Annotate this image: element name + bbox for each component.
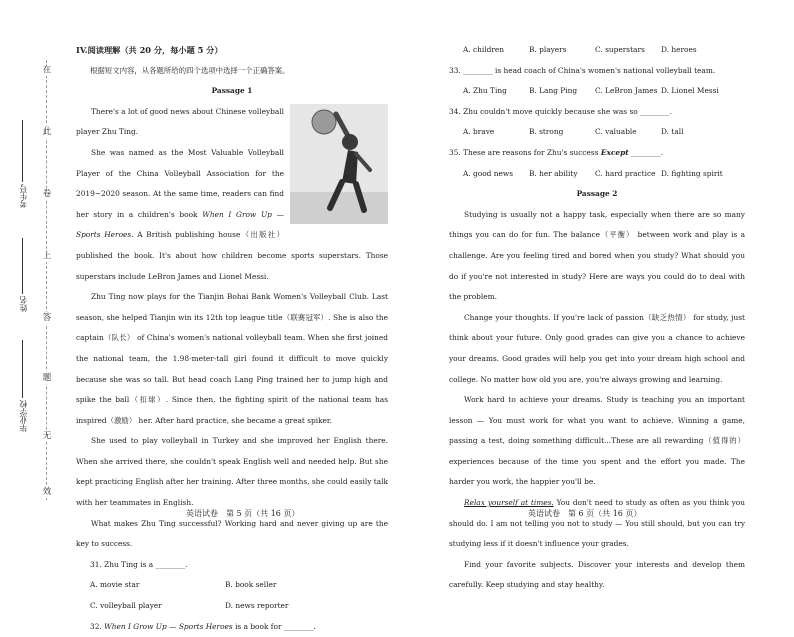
question-34: 34. Zhu couldn't move quickly because she was so ________. — [449, 106, 672, 116]
question-34-options — [449, 122, 745, 143]
option-c[interactable]: C. LeBron James — [595, 86, 658, 96]
margin-char: 卷 — [40, 188, 54, 200]
option-d[interactable]: D. tall — [661, 127, 684, 137]
question-31-options-2 — [76, 596, 388, 617]
margin-char: 在 — [40, 64, 54, 76]
option-b[interactable]: B. strong — [529, 127, 564, 137]
option-b[interactable]: B. her ability — [529, 168, 578, 178]
section-title: IV.阅读理解（共 20 分，每小题 5 分） — [76, 45, 223, 55]
margin-char: 此 — [40, 126, 54, 138]
question-32-options — [449, 40, 745, 61]
question-35: 35. These are reasons for Zhu's success Except ________. — [449, 147, 663, 157]
margin-char: 效 — [40, 486, 54, 498]
passage-2-paragraph-4: Relax yourself at times. You don't need to study as often as you think you should do. I am not telling you not to study — You still should, but you can try studying less if it doesn't influence your grades. — [449, 498, 745, 549]
option-a[interactable]: A. Zhu Ting — [463, 86, 507, 96]
right-page-footer: 英语试卷 第 6 页（共 16 页） — [528, 509, 642, 518]
school-line[interactable] — [22, 340, 23, 398]
option-d[interactable]: D. Lionel Messi — [661, 86, 719, 96]
margin-char: 上 — [40, 250, 54, 262]
passage-1-title: Passage 1 — [211, 86, 253, 96]
candidate-number-label: 考生号 — [19, 184, 28, 208]
option-b[interactable]: B. book seller — [225, 580, 277, 590]
option-c[interactable]: C. valuable — [595, 127, 637, 137]
margin-char: 答 — [40, 312, 54, 324]
option-d[interactable]: D. fighting spirit — [661, 168, 723, 178]
question-35-options — [449, 164, 745, 185]
left-page — [76, 40, 388, 637]
passage-1-paragraph-1: There's a lot of good news about Chinese volleyball player Zhu Ting. — [76, 106, 284, 137]
volleyball-player-photo — [290, 104, 388, 224]
option-d[interactable]: D. news reporter — [225, 601, 289, 611]
passage-2-paragraph-2: Change your thoughts. If you're lack of passion（缺乏热情） for study, just think about your future. Only good grades can give you a chance to achieve your dreams. Good grades will help you get into your dream high school and college. No matter how old you are, you're always growing and learning. — [449, 312, 745, 384]
option-a[interactable]: A. children — [463, 45, 505, 54]
passage-1-paragraph-2: She was named as the Most Valuable Volleyball Player of the China Volleyball Association for the 2019~2020 season. At the same time, readers can find her story in a children's book When I Grow Up — Sports Heroes. A British publishing house（出版社） published the book. It's about how children become sports superstars. Those superstars include LeBron James and Lionel Messi. — [76, 147, 388, 281]
question-33-options — [449, 81, 745, 102]
school-label: 毕业学校 — [19, 400, 28, 432]
book-title: When I Grow Up — Sports Heroes — [76, 209, 284, 240]
passage-2-paragraph-3: Work hard to achieve your dreams. Study is teaching you an important lesson — You must work for what you want to achieve. Winning a game, passing a test, doing something difficult...These are all rewarding（值得的） experiences because of the time you spent and the effort you made. The harder you work, the happier you'll be. — [449, 395, 745, 487]
passage-2-paragraph-1: Studying is usually not a happy task, especially when there are so many things you can do for fun. The balance（平衡） between work and play is a challenge. Are you feeling tired and bored when you study? What should you do if you're not interested in study? Here are ways you could do to deal with the problem. — [449, 209, 745, 302]
instruction: 根据短文内容，从各题所给的四个选项中选择一个正确答案。 — [90, 65, 290, 75]
question-31: 31. Zhu Ting is a ________. — [90, 559, 188, 569]
binding-margin — [0, 0, 72, 560]
passage-2-title: Passage 2 — [576, 189, 618, 199]
option-d[interactable]: D. heroes — [661, 45, 697, 54]
margin-char: 题 — [40, 372, 54, 384]
left-page-footer: 英语试卷 第 5 页（共 16 页） — [186, 509, 300, 518]
option-c[interactable]: C. volleyball player — [90, 601, 162, 611]
option-a[interactable]: A. brave — [463, 127, 495, 137]
option-a[interactable]: A. good news — [463, 168, 513, 178]
option-a[interactable]: A. movie star — [90, 580, 140, 590]
candidate-number-line[interactable] — [22, 120, 23, 182]
passage-1-paragraph-4: She used to play volleyball in Turkey and she improved her English there. When she arrived there, she couldn't speak English well and needed help. But she kept practicing English after her training. After three months, she could easily talk with her teammates in English. — [76, 436, 388, 508]
underlined-phrase: Relax yourself at times. — [464, 498, 554, 508]
name-line[interactable] — [22, 238, 23, 294]
question-31-options — [76, 575, 388, 596]
passage-1-paragraph-5: What makes Zhu Ting successful? Working hard and never giving up are the key to success. — [76, 518, 388, 549]
option-b[interactable]: B. players — [529, 45, 567, 54]
option-b[interactable]: B. Lang Ping — [529, 86, 578, 96]
question-32: 32. When I Grow Up — Sports Heroes is a book for ________. — [90, 621, 316, 631]
margin-char: 无 — [40, 430, 54, 442]
passage-2-paragraph-5: Find your favorite subjects. Discover your interests and develop them carefully. Keep studying and stay healthy. — [449, 559, 745, 590]
name-label: 姓名 — [19, 296, 28, 312]
question-33: 33. ________ is head coach of China's women's national volleyball team. — [449, 65, 716, 75]
option-c[interactable]: C. superstars — [595, 45, 645, 54]
passage-1-paragraph-3: Zhu Ting now plays for the Tianjin Bohai Bank Women's Volleyball Club. Last season, she helped Tianjin win its 12th top league title（联赛冠军）. She is also the captain（队长） of China's women's national volleyball team. When she first joined the national team, the 1.98-meter-tall girl found it difficult to move quickly because she was so tall. But head coach Lang Ping trained her to jump high and spike the ball（扣球）. Since then, the fighting spirit of the national team has inspired（激励） her. After hard practice, she became a great spiker. — [76, 292, 388, 425]
option-c[interactable]: C. hard practice — [595, 168, 656, 178]
